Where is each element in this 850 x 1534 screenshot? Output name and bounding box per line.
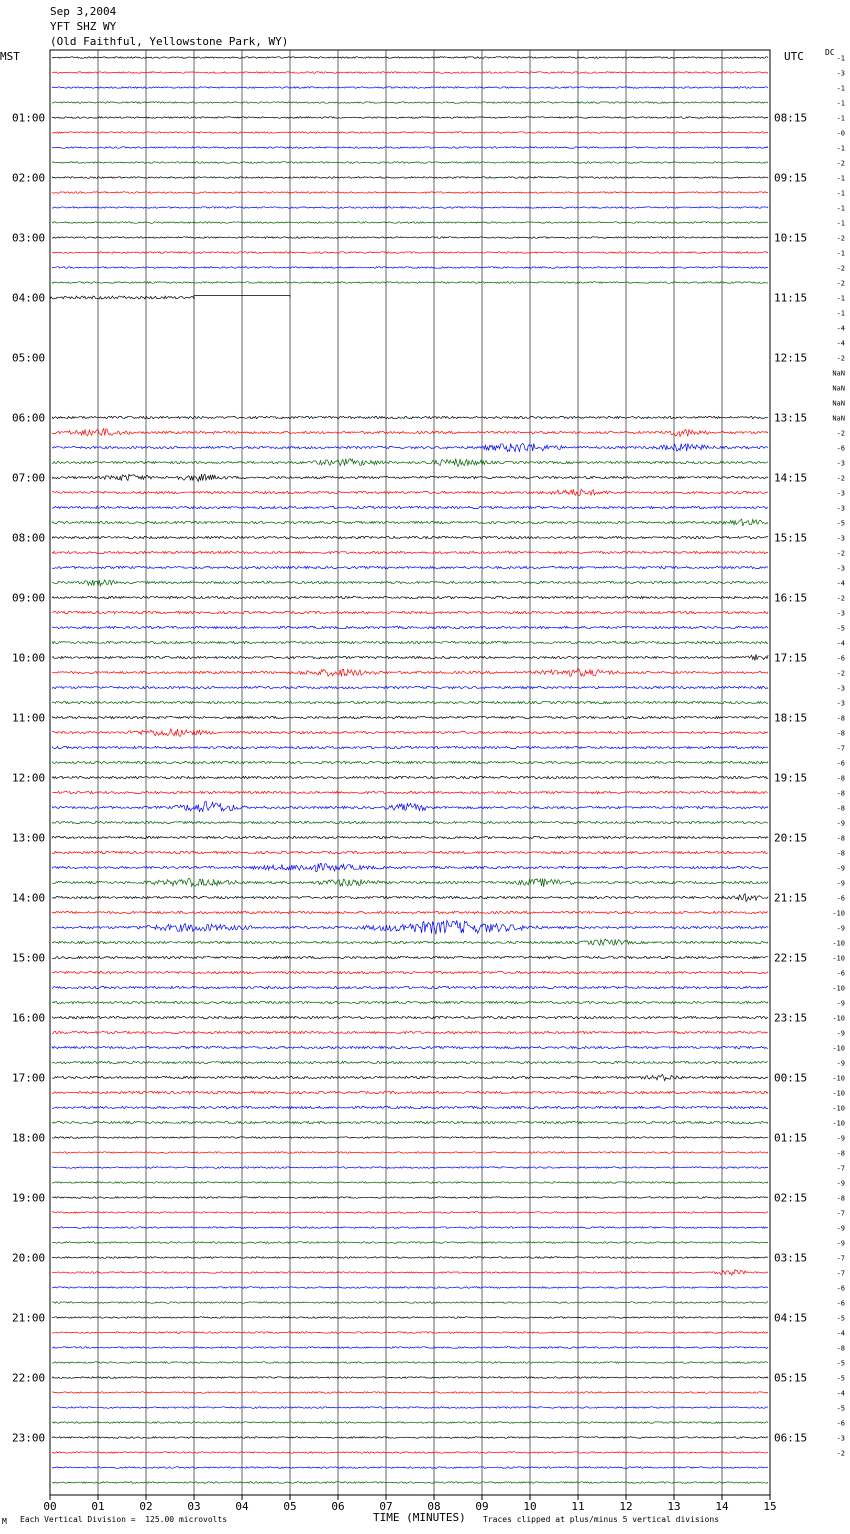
right-hour-label: 08:15 bbox=[774, 111, 808, 125]
dc-offset-value: -4 bbox=[836, 1389, 845, 1398]
dc-offset-value: -9 bbox=[836, 819, 845, 828]
x-tick-label: 00 bbox=[43, 1500, 57, 1513]
dc-offset-value: -9 bbox=[836, 1239, 845, 1248]
chart-date: Sep 3,2004 bbox=[50, 5, 117, 18]
left-hour-label: 14:00 bbox=[12, 891, 46, 905]
station-name: YFT SHZ WY bbox=[50, 20, 117, 33]
seismic-trace bbox=[52, 1091, 768, 1093]
dc-offset-value: -1 bbox=[836, 249, 845, 258]
dc-offset-value: -10 bbox=[832, 909, 845, 918]
seismic-trace bbox=[52, 1452, 768, 1454]
left-hour-label: 09:00 bbox=[12, 591, 46, 605]
seismic-trace bbox=[52, 626, 768, 628]
dc-offset-value: -2 bbox=[836, 264, 845, 273]
dc-offset-value: -7 bbox=[836, 1209, 845, 1218]
seismic-trace bbox=[52, 1467, 768, 1469]
seismic-trace bbox=[52, 147, 768, 149]
seismic-trace bbox=[52, 474, 768, 481]
seismic-trace bbox=[52, 791, 768, 793]
seismic-trace bbox=[52, 611, 768, 613]
dc-offset-value: -3 bbox=[836, 699, 845, 708]
dc-offset-value: -6 bbox=[836, 444, 845, 453]
seismic-trace bbox=[52, 1482, 768, 1484]
seismic-trace bbox=[52, 506, 768, 508]
seismic-trace bbox=[52, 776, 768, 778]
dc-offset-value: -8 bbox=[836, 729, 845, 738]
seismic-trace bbox=[52, 1242, 768, 1244]
right-hour-label: 23:15 bbox=[774, 1011, 808, 1025]
seismic-trace bbox=[52, 536, 768, 538]
seismic-trace bbox=[52, 1392, 768, 1394]
seismic-trace bbox=[52, 1182, 768, 1184]
dc-offset-value: -3 bbox=[836, 489, 845, 498]
seismic-trace bbox=[52, 1031, 768, 1033]
dc-offset-value: -1 bbox=[836, 54, 845, 63]
dc-offset-value: -1 bbox=[836, 99, 845, 108]
dc-offset-value: -2 bbox=[836, 594, 845, 603]
dc-offset-value: -1 bbox=[836, 204, 845, 213]
seismic-trace bbox=[52, 282, 768, 284]
x-tick-label: 09 bbox=[475, 1500, 489, 1513]
x-tick-label: 05 bbox=[283, 1500, 297, 1513]
seismic-trace bbox=[52, 72, 768, 74]
seismic-trace bbox=[52, 267, 768, 269]
dc-offset-label: DC bbox=[825, 48, 835, 57]
seismic-trace bbox=[52, 1046, 768, 1048]
right-timezone-label: UTC bbox=[784, 50, 804, 63]
seismic-trace bbox=[52, 863, 768, 871]
seismic-trace bbox=[52, 1001, 768, 1003]
dc-offset-value: -7 bbox=[836, 1254, 845, 1263]
dc-offset-value: -6 bbox=[836, 1419, 845, 1428]
seismic-trace bbox=[52, 879, 768, 887]
dc-offset-value: -5 bbox=[836, 1314, 845, 1323]
dc-offset-value: -3 bbox=[836, 564, 845, 573]
x-axis-title: TIME (MINUTES) bbox=[373, 1511, 466, 1524]
left-hour-label: 17:00 bbox=[12, 1071, 46, 1085]
dc-offset-value: -4 bbox=[836, 579, 845, 588]
x-tick-label: 07 bbox=[379, 1500, 393, 1513]
seismic-trace bbox=[52, 836, 768, 838]
left-hour-label: 18:00 bbox=[12, 1131, 46, 1145]
seismic-trace bbox=[52, 701, 768, 703]
seismic-trace bbox=[52, 956, 768, 958]
x-tick-label: 03 bbox=[187, 1500, 201, 1513]
seismic-trace bbox=[52, 1377, 768, 1379]
dc-offset-value: -5 bbox=[836, 1374, 845, 1383]
x-tick-label: 11 bbox=[571, 1500, 585, 1513]
scale-note: Each Vertical Division = 125.00 microvolts bbox=[20, 1515, 228, 1524]
left-hour-label: 12:00 bbox=[12, 771, 46, 785]
dc-offset-value: -3 bbox=[836, 69, 845, 78]
x-tick-label: 01 bbox=[91, 1500, 105, 1513]
seismic-trace bbox=[52, 939, 768, 945]
dc-offset-value: -3 bbox=[836, 1434, 845, 1443]
dc-offset-value: -6 bbox=[836, 969, 845, 978]
dc-offset-value: -8 bbox=[836, 714, 845, 723]
dc-offset-value: -10 bbox=[832, 1089, 845, 1098]
x-tick-label: 02 bbox=[139, 1500, 153, 1513]
left-hour-label: 10:00 bbox=[12, 651, 46, 665]
dc-offset-value: -9 bbox=[836, 999, 845, 1008]
x-tick-label: 13 bbox=[667, 1500, 681, 1513]
seismic-trace bbox=[52, 1152, 768, 1154]
dc-offset-value: -3 bbox=[836, 459, 845, 468]
dc-offset-value: NaN bbox=[832, 414, 845, 423]
station-location: (Old Faithful, Yellowstone Park, WY) bbox=[50, 35, 289, 48]
seismic-trace bbox=[52, 580, 768, 586]
dc-offset-value: -9 bbox=[836, 1029, 845, 1038]
right-hour-label: 19:15 bbox=[774, 771, 808, 785]
dc-offset-value: -1 bbox=[836, 294, 845, 303]
dc-offset-value: -10 bbox=[832, 984, 845, 993]
dc-offset-value: -8 bbox=[836, 804, 845, 813]
seismic-trace bbox=[52, 1212, 768, 1214]
left-hour-label: 03:00 bbox=[12, 231, 46, 245]
seismic-trace bbox=[52, 1332, 768, 1334]
right-hour-label: 05:15 bbox=[774, 1371, 808, 1385]
seismic-trace bbox=[52, 1106, 768, 1108]
seismic-trace bbox=[52, 429, 768, 437]
seismic-trace bbox=[52, 668, 768, 676]
dc-offset-value: -9 bbox=[836, 1224, 845, 1233]
dc-offset-value: -2 bbox=[836, 234, 845, 243]
seismic-trace bbox=[52, 971, 768, 973]
right-hour-label: 14:15 bbox=[774, 471, 808, 485]
right-hour-label: 01:15 bbox=[774, 1131, 808, 1145]
dc-offset-value: -8 bbox=[836, 1194, 845, 1203]
seismic-trace bbox=[52, 1270, 768, 1276]
dc-offset-value: -1 bbox=[836, 174, 845, 183]
seismic-trace bbox=[52, 716, 768, 718]
seismic-trace bbox=[52, 851, 768, 853]
dc-offset-value: -2 bbox=[836, 474, 845, 483]
dc-offset-value: -9 bbox=[836, 864, 845, 873]
dc-offset-value: -1 bbox=[836, 219, 845, 228]
dc-offset-value: -10 bbox=[832, 954, 845, 963]
dc-offset-value: -2 bbox=[836, 429, 845, 438]
seismic-trace bbox=[52, 1362, 768, 1364]
dc-offset-value: -2 bbox=[836, 279, 845, 288]
dc-offset-value: -1 bbox=[836, 84, 845, 93]
seismic-trace bbox=[52, 192, 768, 194]
dc-offset-value: -8 bbox=[836, 1344, 845, 1353]
seismic-trace bbox=[52, 519, 768, 526]
dc-offset-value: -10 bbox=[832, 1119, 845, 1128]
right-hour-label: 22:15 bbox=[774, 951, 808, 965]
dc-offset-value: -6 bbox=[836, 1284, 845, 1293]
dc-offset-value: -8 bbox=[836, 1149, 845, 1158]
seismic-trace bbox=[52, 894, 768, 902]
right-hour-label: 03:15 bbox=[774, 1251, 808, 1265]
dc-offset-value: -1 bbox=[836, 189, 845, 198]
right-hour-label: 20:15 bbox=[774, 831, 808, 845]
seismic-trace bbox=[52, 654, 768, 660]
x-tick-label: 06 bbox=[331, 1500, 345, 1513]
left-hour-label: 07:00 bbox=[12, 471, 46, 485]
dc-offset-value: -6 bbox=[836, 894, 845, 903]
dc-offset-value: -10 bbox=[832, 939, 845, 948]
seismic-trace bbox=[52, 746, 768, 748]
left-hour-label: 21:00 bbox=[12, 1311, 46, 1325]
dc-offset-value: -5 bbox=[836, 1404, 845, 1413]
dc-offset-value: -2 bbox=[836, 549, 845, 558]
right-hour-label: 17:15 bbox=[774, 651, 808, 665]
dc-offset-value: NaN bbox=[832, 399, 845, 408]
dc-offset-value: -8 bbox=[836, 834, 845, 843]
dc-offset-value: -4 bbox=[836, 324, 845, 333]
left-hour-label: 11:00 bbox=[12, 711, 46, 725]
seismic-trace bbox=[52, 162, 768, 164]
seismic-trace bbox=[52, 596, 768, 598]
dc-offset-value: -3 bbox=[836, 684, 845, 693]
dc-offset-value: -2 bbox=[836, 354, 845, 363]
seismic-trace bbox=[52, 821, 768, 823]
dc-offset-value: -7 bbox=[836, 744, 845, 753]
seismic-trace bbox=[52, 1075, 768, 1081]
left-hour-label: 15:00 bbox=[12, 951, 46, 965]
dc-offset-value: -5 bbox=[836, 1359, 845, 1368]
left-hour-label: 19:00 bbox=[12, 1191, 46, 1205]
dc-offset-value: -0 bbox=[836, 129, 845, 138]
left-hour-label: 04:00 bbox=[12, 291, 46, 305]
dc-offset-value: -8 bbox=[836, 774, 845, 783]
seismic-trace bbox=[52, 1167, 768, 1169]
seismic-trace bbox=[52, 222, 768, 224]
right-hour-label: 21:15 bbox=[774, 891, 808, 905]
left-timezone-label: MST bbox=[0, 50, 20, 63]
dc-offset-value: -3 bbox=[836, 609, 845, 618]
dc-offset-value: -2 bbox=[836, 159, 845, 168]
dc-offset-value: -6 bbox=[836, 1299, 845, 1308]
seismic-trace bbox=[52, 252, 768, 254]
seismic-trace bbox=[50, 296, 290, 300]
dc-offset-value: -4 bbox=[836, 639, 845, 648]
dc-offset-value: -6 bbox=[836, 654, 845, 663]
right-hour-label: 12:15 bbox=[774, 351, 808, 365]
seismic-trace bbox=[52, 566, 768, 568]
seismic-trace bbox=[52, 920, 768, 934]
seismic-trace bbox=[52, 911, 768, 913]
dc-offset-value: -9 bbox=[836, 879, 845, 888]
left-hour-label: 06:00 bbox=[12, 411, 46, 425]
dc-offset-value: -9 bbox=[836, 1134, 845, 1143]
seismic-trace bbox=[52, 416, 768, 418]
seismic-trace bbox=[52, 132, 768, 134]
seismic-trace bbox=[52, 802, 768, 813]
dc-offset-value: -9 bbox=[836, 1059, 845, 1068]
right-hour-label: 16:15 bbox=[774, 591, 808, 605]
dc-offset-value: -2 bbox=[836, 669, 845, 678]
dc-offset-value: -5 bbox=[836, 519, 845, 528]
seismic-trace bbox=[52, 87, 768, 89]
right-hour-label: 10:15 bbox=[774, 231, 808, 245]
right-hour-label: 02:15 bbox=[774, 1191, 808, 1205]
footer-mark: M bbox=[2, 1517, 7, 1526]
seismic-trace bbox=[52, 686, 768, 688]
x-tick-label: 08 bbox=[427, 1500, 441, 1513]
dc-offset-value: -10 bbox=[832, 1104, 845, 1113]
x-tick-label: 04 bbox=[235, 1500, 249, 1513]
left-hour-label: 08:00 bbox=[12, 531, 46, 545]
left-hour-label: 22:00 bbox=[12, 1371, 46, 1385]
right-hour-label: 11:15 bbox=[774, 291, 808, 305]
dc-offset-value: -10 bbox=[832, 1014, 845, 1023]
seismic-trace bbox=[52, 551, 768, 553]
dc-offset-value: NaN bbox=[832, 369, 845, 378]
dc-offset-value: NaN bbox=[832, 384, 845, 393]
seismic-trace bbox=[52, 1227, 768, 1229]
x-tick-label: 10 bbox=[523, 1500, 537, 1513]
right-hour-label: 00:15 bbox=[774, 1071, 808, 1085]
x-tick-label: 14 bbox=[715, 1500, 729, 1513]
dc-offset-value: -3 bbox=[836, 504, 845, 513]
seismic-trace bbox=[52, 489, 768, 496]
seismic-trace bbox=[52, 207, 768, 209]
dc-offset-value: -2 bbox=[836, 1449, 845, 1458]
seismic-trace bbox=[52, 117, 768, 119]
seismic-trace bbox=[52, 102, 768, 104]
dc-offset-value: -8 bbox=[836, 789, 845, 798]
x-tick-label: 15 bbox=[763, 1500, 777, 1513]
right-hour-label: 13:15 bbox=[774, 411, 808, 425]
seismic-trace bbox=[52, 1061, 768, 1063]
seismic-trace bbox=[52, 1137, 768, 1139]
left-hour-label: 20:00 bbox=[12, 1251, 46, 1265]
seismic-trace bbox=[52, 57, 768, 59]
left-hour-label: 23:00 bbox=[12, 1431, 46, 1445]
dc-offset-value: -9 bbox=[836, 924, 845, 933]
dc-offset-value: -1 bbox=[836, 144, 845, 153]
right-hour-label: 09:15 bbox=[774, 171, 808, 185]
dc-offset-value: -3 bbox=[836, 534, 845, 543]
seismic-trace bbox=[52, 1317, 768, 1319]
seismic-trace bbox=[52, 459, 768, 467]
dc-offset-value: -1 bbox=[836, 309, 845, 318]
seismic-trace bbox=[52, 1287, 768, 1289]
seismic-trace bbox=[52, 986, 768, 988]
seismic-trace bbox=[52, 1422, 768, 1424]
dc-offset-value: -7 bbox=[836, 1269, 845, 1278]
right-hour-label: 06:15 bbox=[774, 1431, 808, 1445]
dc-offset-value: -10 bbox=[832, 1044, 845, 1053]
seismic-trace bbox=[52, 1197, 768, 1199]
left-hour-label: 02:00 bbox=[12, 171, 46, 185]
right-hour-label: 15:15 bbox=[774, 531, 808, 545]
clip-note: Traces clipped at plus/minus 5 vertical divisions bbox=[483, 1515, 720, 1524]
right-hour-label: 04:15 bbox=[774, 1311, 808, 1325]
right-hour-label: 18:15 bbox=[774, 711, 808, 725]
x-tick-label: 12 bbox=[619, 1500, 633, 1513]
dc-offset-value: -6 bbox=[836, 759, 845, 768]
seismic-trace bbox=[52, 443, 768, 451]
left-hour-label: 01:00 bbox=[12, 111, 46, 125]
dc-offset-value: -5 bbox=[836, 624, 845, 633]
dc-offset-value: -8 bbox=[836, 849, 845, 858]
seismic-trace bbox=[52, 641, 768, 643]
seismic-trace bbox=[52, 761, 768, 763]
seismic-trace bbox=[52, 1302, 768, 1304]
left-hour-label: 13:00 bbox=[12, 831, 46, 845]
seismic-trace bbox=[52, 177, 768, 179]
dc-offset-value: -4 bbox=[836, 1329, 845, 1338]
left-hour-label: 16:00 bbox=[12, 1011, 46, 1025]
dc-offset-value: -9 bbox=[836, 1179, 845, 1188]
seismic-trace bbox=[52, 1016, 768, 1018]
left-hour-label: 05:00 bbox=[12, 351, 46, 365]
dc-offset-value: -10 bbox=[832, 1074, 845, 1083]
seismic-trace bbox=[52, 237, 768, 239]
seismic-trace bbox=[52, 1437, 768, 1439]
seismic-trace bbox=[52, 729, 768, 737]
dc-offset-value: -7 bbox=[836, 1164, 845, 1173]
dc-offset-value: -4 bbox=[836, 339, 845, 348]
dc-offset-value: -1 bbox=[836, 114, 845, 123]
seismic-trace bbox=[52, 1407, 768, 1409]
seismic-trace bbox=[52, 1121, 768, 1123]
seismic-trace bbox=[52, 1257, 768, 1259]
seismic-trace bbox=[52, 1347, 768, 1349]
